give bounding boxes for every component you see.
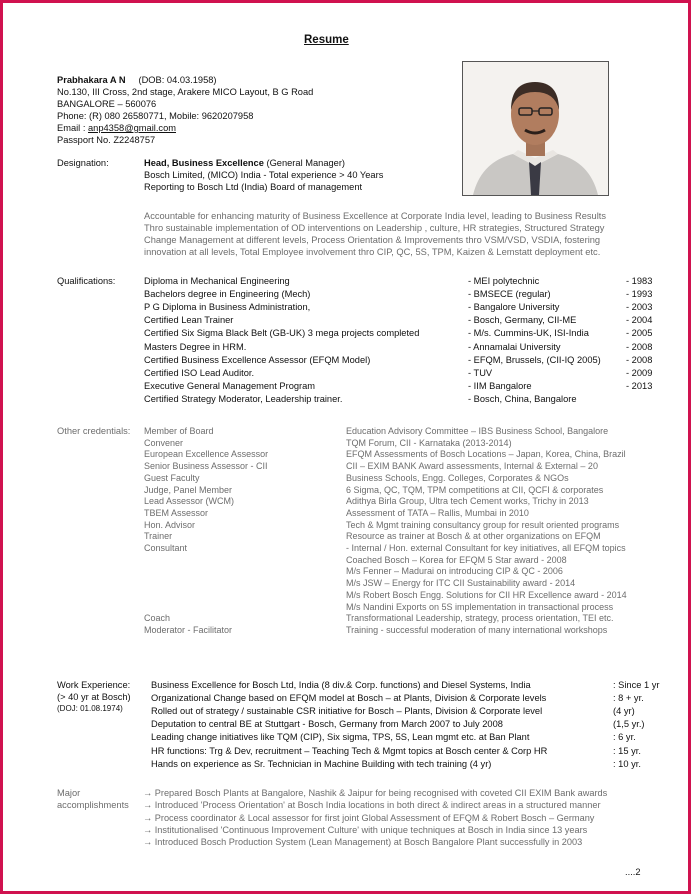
page-number: ....2 [625,867,641,877]
candidate-name: Prabhakara A N [57,75,126,85]
accomplishments-label-1: Major [57,788,81,798]
arrow-icon: → [143,788,155,798]
accomplishment-item [143,799,601,811]
designation-title-suffix: (General Manager) [263,158,346,168]
qualification-name: Certified ISO Lead Auditor. [144,367,255,378]
arrow-icon: → [143,824,155,835]
summary-line: Change Management at different levels, Process Orientation & Improvements thro VSM/VSD, VSDIA, fostering [144,235,601,245]
credential-detail: TQM Forum, CII - Karnataka (2013-2014) [346,437,512,448]
work-item: Deputation to central BE at Stuttgart - Bosch, Germany from March 2007 to July 2008 [151,719,503,730]
accomplishment-text: Introduced 'Process Orientation' at Bosch India locations in both direct & indirect areas in a structured manner [154,800,601,811]
work-duration: : 6 yr. [613,732,636,743]
accomplishment-item [143,824,587,836]
work-item: Business Excellence for Bosch Ltd, India (8 div.& Corp. functions) and Diesel Systems, India [151,680,531,690]
credential-role: Convener [144,437,184,448]
accomplishment-text: Introduced Bosch Production System (Lean Management) at Bosch Bangalore Plant successfully in 2003 [154,837,583,848]
credential-detail: Resource as trainer at Bosch & at other organizations on EFQM [346,531,601,542]
work-duration: (4 yr) [613,706,635,717]
qualification-institution: - Bosch, China, Bangalore [468,393,577,404]
credential-detail: 6 Sigma, QC, TQM, TPM competitions at CII, QCFI & corporates [346,484,604,495]
credential-detail: Education Advisory Committee – IBS Business School, Bangalore [346,426,609,436]
designation-company: Bosch Limited, (MICO) India - Total experience > 40 Years [144,170,384,180]
address-line-2: BANGALORE – 560076 [57,99,157,109]
profile-photo [462,61,609,196]
accomplishment-item [143,787,607,799]
credential-role: Trainer [144,531,173,542]
designation-block [144,157,383,193]
credential-detail: Training - successful moderation of many international workshops [346,624,608,635]
credential-role: Senior Business Assessor - CII [144,461,268,472]
arrow-icon: → [143,837,155,848]
qualification-year: - 2005 [626,328,653,339]
email-label: Email : [57,123,88,133]
work-item: Leading change initiatives like TQM (CIP), Six sigma, TPS, 5S, Lean mgmt etc. at Ban Plant [151,732,530,743]
contact-block [57,74,313,146]
credential-role: Member of Board [144,426,214,436]
accomplishment-text: Prepared Bosch Plants at Bangalore, Nashik & Jaipur for being recognised with coveted CII EXIM Bank awards [154,788,608,798]
credential-detail: Business Schools, Engg. Colleges, Corporates & NGOs [346,472,569,483]
work-item: Organizational Change based on EFQM model at Bosch – at Plants, Division & Corporate levels [151,693,547,704]
accomplishments-labels [57,787,129,811]
qualification-institution: - M/s. Cummins-UK, ISI-India [468,328,589,339]
arrow-icon: → [143,812,155,823]
credential-role: Coach [144,613,171,624]
summary-line: Thro sustainable implementation of OD interventions on Leadership , culture, HR strategies, Structured Strategy [144,223,605,233]
credential-detail: - Internal / Hon. external Consultant for key initiatives, all EFQM topics [346,543,626,553]
work-item: Hands on experience as Sr. Technician in Machine Building with tech training (4 yr) [151,758,492,769]
qualification-institution: - TUV [468,367,493,378]
credential-role: Judge, Panel Member [144,484,233,495]
qualification-institution: - Bosch, Germany, CII-ME [468,315,577,326]
work-duration: : 15 yr. [613,745,641,756]
work-item: Rolled out of strategy / sustainable CSR initiative for Bosch – Plants, Division & Corporate level [151,706,543,717]
accomplishment-text: Institutionalised 'Continuous Improvement Culture' with unique techniques at Bosch in India since 13 years [154,824,588,835]
designation-title: Head, Business Excellence [144,158,264,168]
qualification-institution: - Bangalore University [468,302,560,313]
qualifications-label: Qualifications: [57,276,116,286]
work-duration: : 10 yr. [613,758,641,769]
accomplishment-item [143,812,594,824]
qualification-institution: - BMSECE (regular) [468,289,551,300]
phone: Phone: (R) 080 26580771, Mobile: 9620207958 [57,111,254,121]
qualification-year: - 2008 [626,341,653,352]
work-duration: : Since 1 yr [613,680,660,690]
qualification-year: - 2013 [626,380,653,391]
credential-detail: M/s Robert Bosch Engg. Solutions for CII HR Excellence award - 2014 [346,589,627,600]
qualification-name: Masters Degree in HRM. [144,341,247,352]
credential-role: Moderator - Facilitator [144,624,233,635]
summary-line: Accountable for enhancing maturity of Business Excellence at Corporate India level, leading to Business Results [144,211,607,221]
credential-detail: M/s Fenner – Madurai on introducing CIP & QC - 2006 [346,566,563,577]
qualification-name: P G Diploma in Business Administration, [144,302,311,313]
email-link[interactable]: anp4358@gmail.com [88,123,176,133]
qualification-institution: - EFQM, Brussels, (CII-IQ 2005) [468,354,601,365]
work-item: HR functions: Trg & Dev, recruitment – Teaching Tech & Mgmt topics at Bosch center & Corp HR [151,745,548,756]
credential-detail: EFQM Assessments of Bosch Locations – Japan, Korea, China, Brazil [346,449,626,460]
credential-detail: Transformational Leadership, strategy, process orientation, TEI etc. [346,613,614,624]
summary-line: innovation at all levels, Total Employee involvement thro CIP, QC, 5S, TPM, Kaizen & Lemstatt deployment etc. [144,247,601,257]
qualification-institution: - IIM Bangalore [468,380,532,391]
qualification-name: Bachelors degree in Engineering (Mech) [144,289,311,300]
qualification-year: - 2009 [626,367,653,378]
qualification-name: Certified Strategy Moderator, Leadership trainer. [144,393,343,404]
qualification-name: Diploma in Mechanical Engineering [144,276,290,286]
work-experience-years: (> 40 yr at Bosch) [57,692,131,702]
accomplishment-item [143,836,582,848]
qualification-year: - 2003 [626,302,653,313]
qualification-year: - 2004 [626,315,653,326]
credential-role: Guest Faculty [144,472,200,483]
passport: Passport No. Z2248757 [57,135,156,145]
qualification-name: Executive General Management Program [144,380,316,391]
credential-role: Lead Assessor (WCM) [144,496,235,507]
credential-role: European Excellence Assessor [144,449,269,460]
credential-detail: M/s JSW – Energy for ITC CII Sustainability award - 2014 [346,578,576,589]
resume-page [3,3,688,891]
qualification-year: - 2008 [626,354,653,365]
credential-role: TBEM Assessor [144,507,209,518]
credential-detail: Tech & Mgmt training consultancy group for result oriented programs [346,519,620,530]
designation-summary [144,210,606,258]
credentials-label: Other credentials: [57,426,131,436]
accomplishments-label-2: accomplishments [57,800,129,810]
qualification-year: - 1983 [626,276,653,286]
work-duration: : 8 + yr. [613,693,644,704]
page-title: Resume [304,34,349,46]
qualification-year: - 1993 [626,289,653,300]
qualification-institution: - MEI polytechnic [468,276,540,286]
work-experience-label: Work Experience: [57,680,131,690]
qualification-name: Certified Six Sigma Black Belt (GB-UK) 3 mega projects completed [144,328,420,339]
designation-reporting: Reporting to Bosch Ltd (India) Board of management [144,182,363,192]
credential-detail: CII – EXIM BANK Award assessments, Internal & External – 20 [346,461,598,472]
credential-detail: Assessment of TATA – Rallis, Mumbai in 2010 [346,507,529,518]
qualification-institution: - Annamalai University [468,341,561,352]
credential-detail: Adithya Birla Group, Ultra tech Cement works, Trichy in 2013 [346,496,589,507]
address-line-1: No.130, III Cross, 2nd stage, Arakere MICO Layout, B G Road [57,87,314,97]
date-of-birth: (DOB: 04.03.1958) [138,75,217,85]
credential-detail: Coached Bosch – Korea for EFQM 5 Star award - 2008 [346,554,567,565]
credential-role: Hon. Advisor [144,519,196,530]
accomplishment-text: Process coordinator & Local assessor for first joint Global Assessment of EFQM & Robert Bosch – Germany [154,812,595,823]
portrait-image [463,62,608,195]
designation-label: Designation: [57,158,109,168]
qualification-name: Certified Lean Trainer [144,315,234,326]
work-experience-labels [57,679,131,715]
arrow-icon: → [143,800,155,811]
work-duration: (1,5 yr.) [613,719,645,730]
qualification-name: Certified Business Excellence Assessor (EFQM Model) [144,354,371,365]
work-doj: (DOJ: 01.08.1974) [57,704,123,713]
credential-role: Consultant [144,543,188,553]
credential-detail: M/s Nandini Exports on 5S implementation in transactional process [346,601,614,612]
